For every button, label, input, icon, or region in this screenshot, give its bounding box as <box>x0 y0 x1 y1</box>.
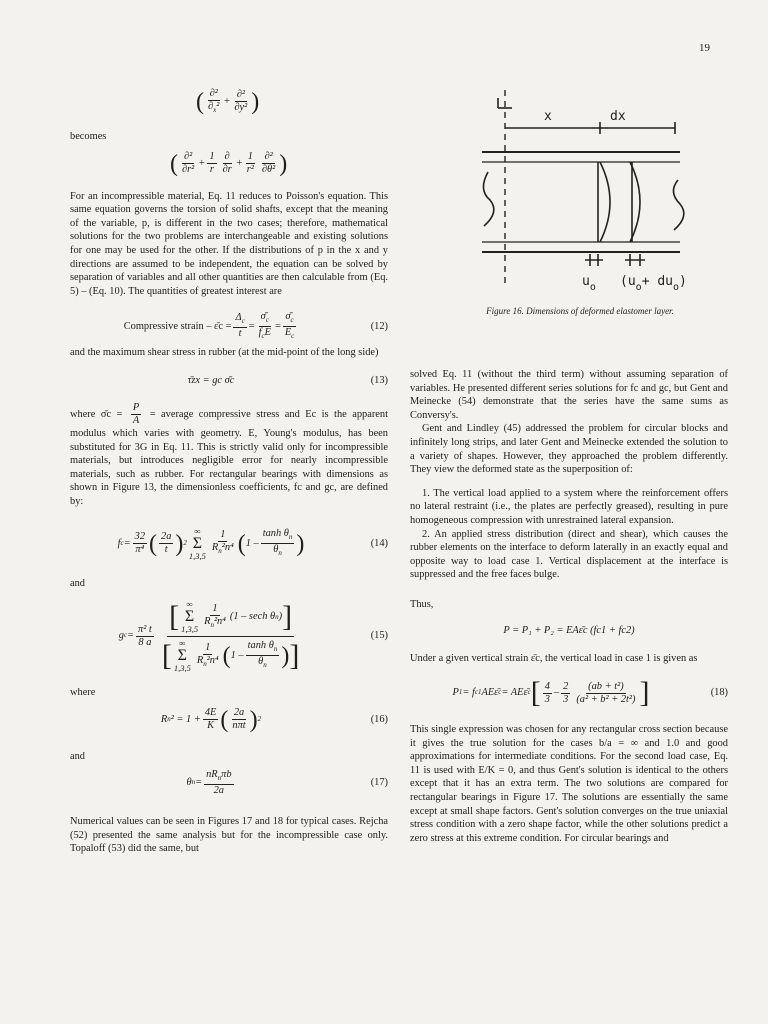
thus-text: Thus, <box>410 598 434 610</box>
figure-caption: Figure 16. Dimensions of deformed elastomer layer. <box>486 306 674 316</box>
sigma-def-rest: = average compressive stress and Ec is the apparent modulus which varies with geometry. E, Young's modulus, has been substituted for 3G in Eq. 11. This is strictly valid only for incompressible materials, but introduces negligible error for nearly incompressible materials, such as rubber. For rectangular bearings with dimensions as shown in Figure 13, the dimensionless coefficients, fc and gc, are defined by: <box>70 408 388 507</box>
equation-14: f c = $\frac{32}{\text{π⁴}}$ ( $\frac{2a}{t}$ ) 2 ∞ Σ 1,3,5 $\frac{1}{R_n^2n^4}$ ( 1 – $\frac{\tanh \theta_n}{\theta_n}$ ) (14) <box>117 525 388 561</box>
eq18-number: (18) <box>710 687 728 699</box>
eq12-label: Compressive strain – ε̄c = <box>123 320 232 332</box>
eq17-number: (17) <box>370 777 388 789</box>
becomes-text: becomes <box>70 131 107 142</box>
paragraph-single-expression: This single expression was chosen for any rectangular cross section because it gives the true solution for the cases b/a = ∞ and 1.0 and good approximations for intermediate conditions. For the second load case, Eq. 11 is used with E/K = 0, and thus Gent's solution is identical to the others except that it has an extra term. The two solutions are compared for rectangular bearings in Figure 17. The solutions are essentially the same except at small shape factors. Gent's solution converges on the true uniaxial stress condition with a zero shape factor, while the other solutions predict a zero stress at this extreme condition. For circular bearings and <box>410 724 728 844</box>
where-text: where <box>70 687 96 699</box>
paragraph-vertical-strain: Under a given vertical strain ε̄c, the vertical load in case 1 is given as <box>410 652 698 664</box>
equation-18: P 1 = f c1 AEε̄ c = AEε̄ c [ $\frac{4}{3}$ – $\frac{2}{3}$ $\frac{\text{(ab + t²)}}{\text{(a² + b² + 2t²)}}$ ] (18) <box>452 676 728 710</box>
paragraph-gent-lindley: Gent and Lindley (45) addressed the problem for circular blocks and infinitely long strips, and later Gent and Meinecke extended the solution to a variety of shapes. However, they approached the problem differently. They view the deformed state as the superposition of: <box>410 423 728 476</box>
equation-13 <box>70 366 388 396</box>
eq13-body: τ̄zx = gc σ̄c <box>187 375 235 387</box>
paragraph-conversy: solved Eq. 11 (without the third term) without assuming separation of variables. He presented different series solutions for fc and gc, but Gent and Meinecke (54) demonstrate that the series have the same sums as Conversy's. <box>410 369 728 421</box>
eq16-number: (16) <box>370 713 388 725</box>
eq15-number: (15) <box>370 630 388 642</box>
list-item-2: 2. An applied stress distribution (direct and shear), which causes the rubber elements on the interface to deform laterally in an exactly equal and opposite way to load case 1. Vertical displacement at the interface is suppressed and the free faces bulge. <box>410 528 728 581</box>
paragraph-poisson: For an incompressible material, Eq. 11 reduces to Poisson's equation. This same equation governs the torsion of solid shafts, except that the meaning of the variable, p, is different in the two cases; therefore, mathematical solutions for the two problems are interchangeable and existing solutions for one may be used for the other. If the distributions of p in the x and y directions are assumed to be independent, the equation can be solved by separation of variables and all other quantities are then calculable from (Eq. 5) – (Eq. 10). The quantities of greatest interest are <box>70 190 388 297</box>
eq13-number: (13) <box>370 375 388 387</box>
equation-16: R n ² = 1 + $\frac{4E}{K}$ ( $\frac{2a}{\text{nπt}}$ ) 2 (16) <box>160 706 388 733</box>
equation-p <box>410 618 728 644</box>
eq-p-body: P = P₁ + P₂ = EAε̄c (fc1 + fc2) <box>503 624 635 636</box>
page-number: 19 <box>699 42 710 54</box>
deformed-layer-diagram <box>470 80 740 300</box>
paragraph-shear: and the maximum shear stress in rubber (at the mid-point of the long side) <box>70 347 379 359</box>
eq12-number: (12) <box>370 320 388 332</box>
figure-16 <box>470 80 740 300</box>
and-text-1: and <box>70 577 86 589</box>
sigma-def: where σ̄c = <box>70 408 123 420</box>
label-dx: dx <box>610 109 626 124</box>
equation-12: Compressive strain – ε̄c = $\frac{\Delta_c}{t}$ = $\frac{\sigmā_c}{f_cE}$ = $\frac{\sigmā_c}{E_c}$ (12) <box>123 310 388 340</box>
equation-laplace-polar: ( $\frac{\text{∂²}}{\text{∂r²}}$ + $\frac{1}{r}$ $\frac{\partial}{\partial r}$ + $\frac{1}{\text{r²}}$ $\frac{\text{∂²}}{\text{∂θ²}}$ ) <box>170 150 288 177</box>
left-column <box>70 84 388 856</box>
label-u0-plus-du0: $(u_o+ du_o)$ <box>620 274 687 293</box>
equation-17: θ n = $\frac{nR_n\pi b}{2a}$ (17) <box>186 769 388 797</box>
eq14-number: (14) <box>370 537 388 549</box>
and-text-2: and <box>70 750 86 762</box>
equation-laplace-xy: ( $\frac{\text{∂²}}{\partial_x^2}$ + $\frac{\text{∂²}}{\text{∂y²}}$ ) <box>196 87 260 115</box>
equation-15: g c = $\frac{\text{π² t}}{8 a}$ [ ∞ Σ 1,3,5 $\frac{1}{R_n^2n^4}$ (1 – sech θ n ) ] [ ∞ Σ 1,3,5 $\frac{1}{R_n^2n^4}$ ( 1 – $\frac{\tanh \theta_n}{\theta_n}$ ) ] (15) <box>118 598 388 673</box>
list-item-1: 1. The vertical load applied to a system where the reinforcement offers no lateral restraint (i.e., the plates are perfectly greased), resulting in pure homogeneous compression with unrestrained lateral expansion. <box>410 487 728 526</box>
right-column <box>410 368 728 845</box>
label-x: x <box>544 109 552 124</box>
paragraph-where-sigma: where σ̄c = $\frac{P}{A}$ = average compressive stress and Ec is the apparent modulus which varies with geometry. E, Young's modulus, has been substituted for 3G in Eq. 11. This is strictly valid only for incompressible materials, but introduces negligible error for nearly incompressible materials, such as rubber. For rectangular bearings with dimensions as shown in Figure 13, the dimensionless coefficients, fc and gc, are defined by: <box>70 401 388 507</box>
paragraph-numerical: Numerical values can be seen in Figures 17 and 18 for typical cases. Rejcha (52) presented the same analysis but for the incompressible case only. Topaloff (53) did the same, but <box>70 816 388 855</box>
label-u0: $u_o$ <box>582 274 596 293</box>
